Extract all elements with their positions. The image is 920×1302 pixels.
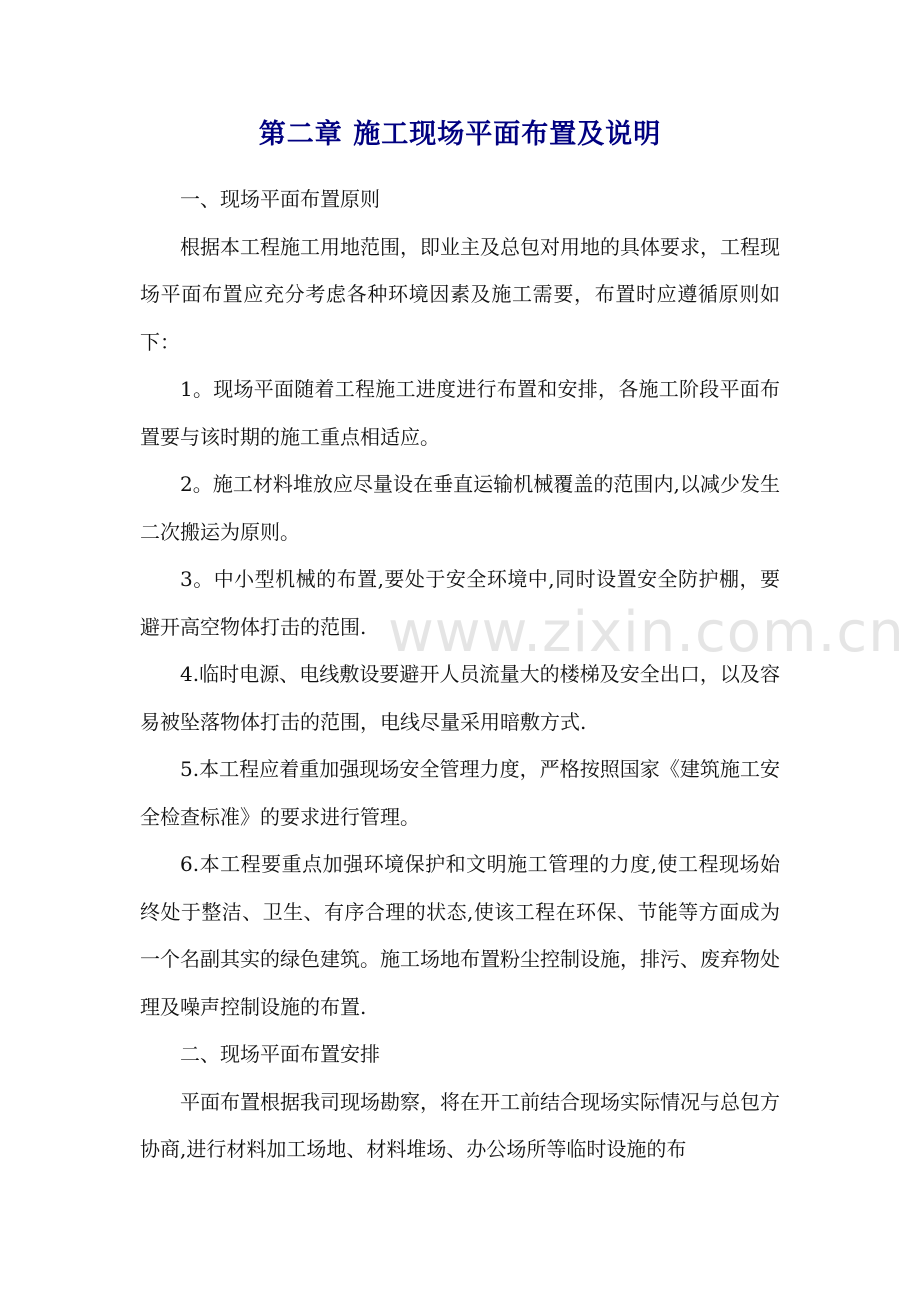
paragraph-item-2: 2。施工材料堆放应尽量设在垂直运输机械覆盖的范围内,以减少发生二次搬运为原则。 <box>140 472 780 544</box>
chapter-title: 第二章 施工现场平面布置及说明 <box>258 119 662 150</box>
watermark-text: www.zixin.com.cn <box>388 600 905 665</box>
paragraph-item-6: 6.本工程要重点加强环境保护和文明施工管理的力度,使工程现场始终处于整洁、卫生、有序合理的状态,使该工程在环保、节能等方面成为一个名副其实的绿色建筑。施工场地布置粉尘控制设施，排污、废弃物处理及噪声控制设施的布置. <box>140 852 780 1019</box>
paragraph-intro: 根据本工程施工用地范围，即业主及总包对用地的具体要求，工程现场平面布置应充分考虑各种环境因素及施工需要，布置时应遵循原则如下： <box>140 234 780 354</box>
section-heading-1: 一、现场平面布置原则 <box>180 187 380 211</box>
paragraph-layout: 平面布置根据我司现场勘察，将在开工前结合现场实际情况与总包方协商,进行材料加工场地、材料堆场、办公场所等临时设施的布 <box>140 1089 780 1161</box>
paragraph-item-4: 4.临时电源、电线敷设要避开人员流量大的楼梯及安全出口，以及容易被坠落物体打击的范围，电线尽量采用暗敷方式. <box>140 662 780 734</box>
paragraph-item-3: 3。中小型机械的布置,要处于安全环境中,同时设置安全防护棚，要避开高空物体打击的范围. <box>140 567 780 639</box>
section-heading-2: 二、现场平面布置安排 <box>180 1042 380 1066</box>
paragraph-item-1: 1。现场平面随着工程施工进度进行布置和安排，各施工阶段平面布置要与该时期的施工重点相适应。 <box>140 377 780 449</box>
paragraph-item-5: 5.本工程应着重加强现场安全管理力度，严格按照国家《建筑施工安全检查标准》的要求进行管理。 <box>140 757 780 829</box>
